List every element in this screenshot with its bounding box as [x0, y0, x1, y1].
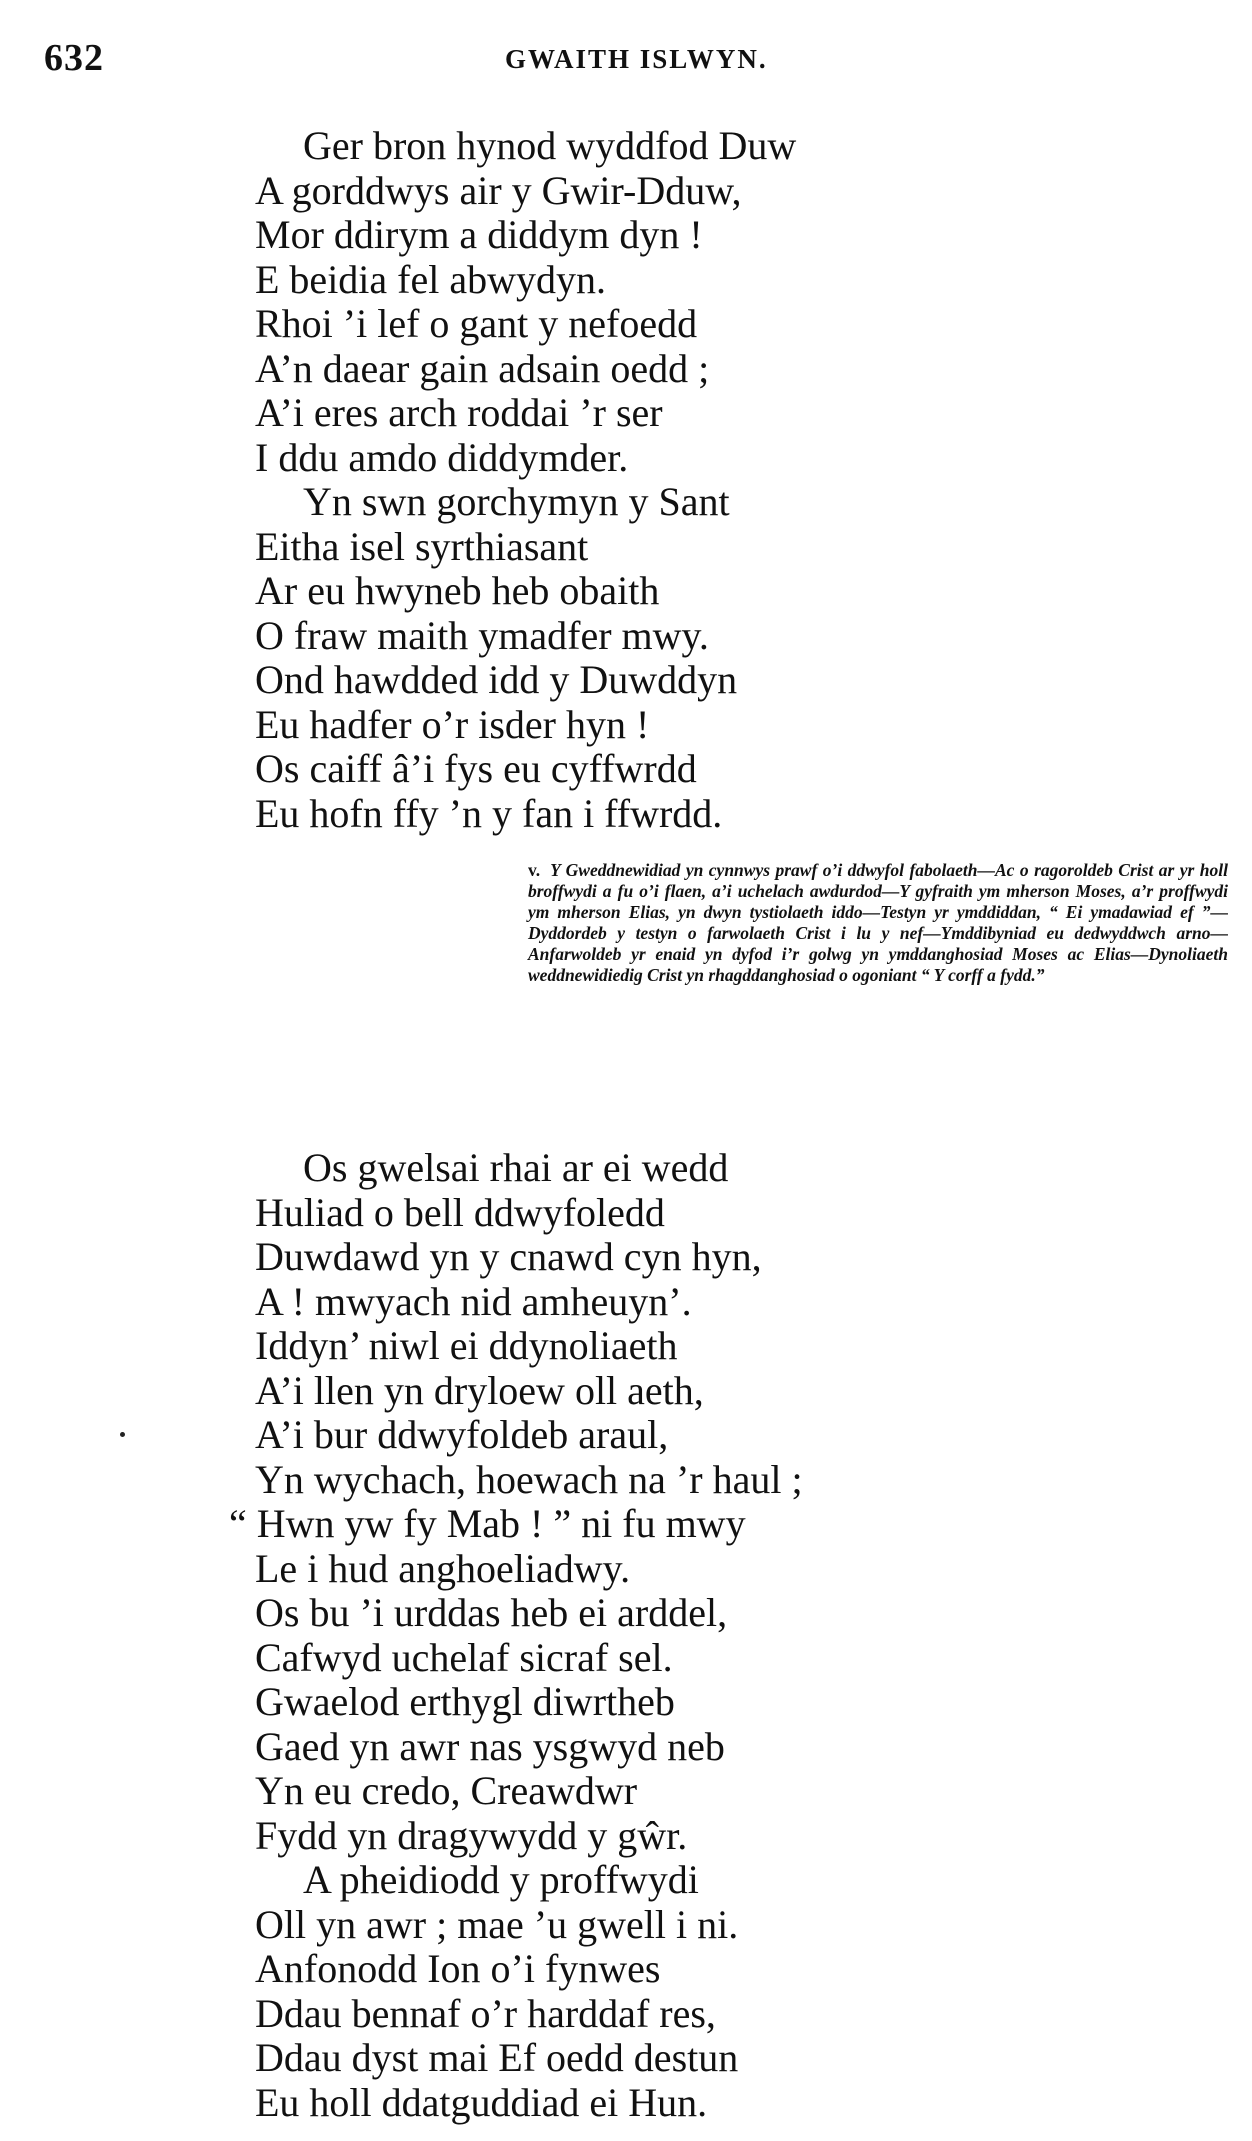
poem-line: Yn swn gorchymyn y Sant	[303, 479, 730, 524]
poem-stanza-1	[255, 124, 796, 836]
poem-line: Eu holl ddatguddiad ei Hun.	[255, 2079, 708, 2125]
poem-line: E beidia fel abwydyn.	[255, 256, 606, 302]
poem-line: Eu hadfer o’r isder hyn !	[255, 701, 650, 747]
poem-line: A’n daear gain adsain oedd ;	[255, 345, 710, 391]
poem-line: Os gwelsai rhai ar ei wedd	[303, 1145, 729, 1190]
poem-line: O fraw maith ymadfer mwy.	[255, 612, 709, 658]
poem-line: Gwaelod erthygl diwrtheb	[255, 1679, 675, 1724]
poem-line: Le i hud anghoeliadwy.	[255, 1545, 631, 1591]
poem-line: A pheidiodd y proffwydi	[303, 1857, 699, 1902]
poem-line: Eitha isel syrthiasant	[255, 523, 589, 569]
poem-line: Mor ddirym a diddym dyn !	[255, 212, 703, 257]
poem-line: A ! mwyach nid amheuyn’.	[255, 1278, 692, 1324]
poem-line: Yn eu credo, Creawdwr	[255, 1768, 638, 1813]
margin-mark	[120, 1432, 125, 1437]
poem-line: “ Hwn yw fy Mab ! ” ni fu mwy	[229, 1501, 746, 1546]
section-summary	[528, 860, 1228, 986]
poem-line: Duwdawd yn y cnawd cyn hyn,	[255, 1234, 762, 1279]
page-number: 632	[44, 37, 104, 79]
poem-line: Iddyn’ niwl ei ddynoliaeth	[255, 1323, 678, 1368]
poem-line: Gaed yn awr nas ysgwyd neb	[255, 1723, 725, 1769]
poem-line: Ddau bennaf o’r harddaf res,	[255, 1990, 716, 2036]
poem-stanza-2	[229, 1145, 803, 2125]
poem-line: Huliad o bell ddwyfoledd	[255, 1189, 665, 1235]
poem-line: Rhoi ’i lef o gant y nefoedd	[255, 301, 698, 346]
poem-line: A’i eres arch roddai ’r ser	[255, 390, 663, 435]
poem-line: Fydd yn dragywydd y gŵr.	[255, 1812, 688, 1858]
poem-line: Oll yn awr ; mae ’u gwell i ni.	[255, 1901, 739, 1947]
poem-line: Ger bron hynod wyddfod Duw	[303, 123, 797, 168]
poem-line: Eu hofn ffy ’n y fan i ffwrdd.	[255, 790, 723, 836]
poem-line: Cafwyd uchelaf sicraf sel.	[255, 1634, 673, 1680]
poem-line: Os caiff â’i fys eu cyffwrdd	[255, 746, 697, 791]
poem-line: A’i bur ddwyfoldeb araul,	[255, 1412, 669, 1457]
poem-line: Yn wychach, hoewach na ’r haul ;	[255, 1456, 803, 1502]
poem-line: Os bu ’i urddas heb ei arddel,	[255, 1590, 728, 1635]
poem-line: Ddau dyst mai Ef oedd destun	[255, 2035, 739, 2080]
poem-line: I ddu amdo diddymder.	[255, 434, 629, 480]
poem-line: Anfonodd Ion o’i fynwes	[255, 1946, 661, 1991]
section-number: v.	[528, 860, 541, 880]
poem-line: A gorddwys air y Gwir-Dduw,	[255, 167, 742, 213]
poem-line: A’i llen yn dryloew oll aeth,	[255, 1367, 704, 1413]
poem-line: Ar eu hwyneb heb obaith	[255, 568, 660, 613]
section-summary-text: Y Gweddnewidiad yn cynnwys prawf o’i ddwyfol fabolaeth—Ac o ragoroldeb Crist ar yr holl broffwydi a fu o’i flaen, a’i uchelach awdurdod—Y gyfraith ym mherson Moses, a’r proffwydi ym mherson Elias, yn dwyn tystiolaeth iddo—Testyn yr ymddiddan, “ Ei ymadawiad ef ”—Dyddordeb y testyn o farwolaeth Crist i lu y nef—Ymddibyniad eu dedwyddwch arno—Anfarwoldeb yr enaid yn dyfod i’r golwg yn ymddanghosiad Moses ac Elias—Dynoliaeth weddnewidiedig Crist yn rhagddanghosiad o ogoniant “ Y corff a fydd.”	[528, 860, 1228, 985]
poem-line: Ond hawdded idd y Duwddyn	[255, 657, 738, 702]
running-head: GWAITH ISLWYN.	[505, 44, 768, 74]
